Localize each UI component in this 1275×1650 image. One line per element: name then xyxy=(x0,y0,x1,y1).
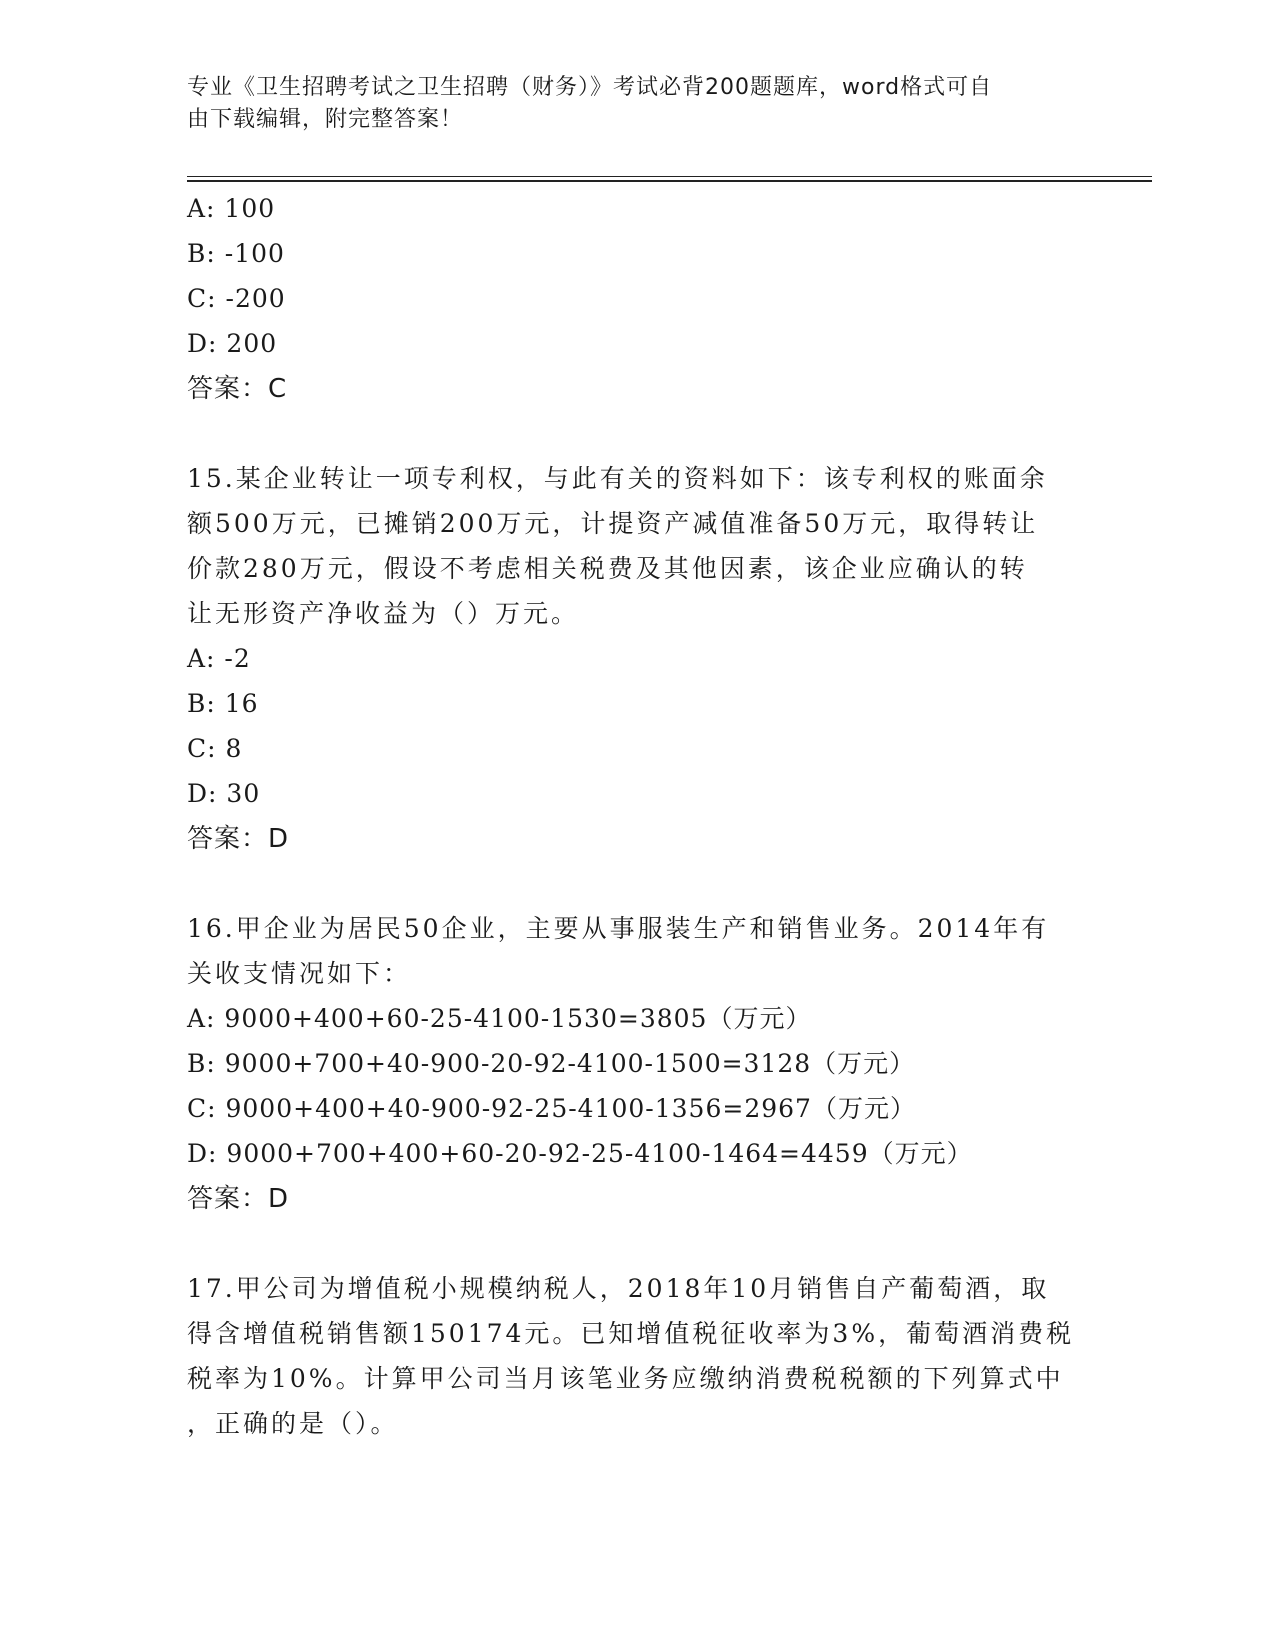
option-a: A: 100 xyxy=(187,194,276,223)
option-c: C: 8 xyxy=(187,734,243,763)
question-15-line-2: 额500万元，已摊销200万元，计提资产减值准备50万元，取得转让 xyxy=(187,509,1039,538)
header-line-1: 专业《卫生招聘考试之卫生招聘（财务）》考试必背200题题库，word格式可自 xyxy=(187,75,993,100)
option-b: B: 16 xyxy=(187,689,259,718)
question-16-line-1: 16.甲企业为居民50企业，主要从事服装生产和销售业务。2014年有 xyxy=(187,914,1050,943)
header-line-2: 由下载编辑，附完整答案！ xyxy=(187,107,464,132)
option-c: C: -200 xyxy=(187,284,286,313)
option-b: B: -100 xyxy=(187,239,285,268)
question-17-line-2: 得含增值税销售额150174元。已知增值税征收率为3%，葡萄酒消费税 xyxy=(187,1319,1075,1348)
question-15-line-4: 让无形资产净收益为（）万元。 xyxy=(187,599,580,628)
question-17-line-1: 17.甲公司为增值税小规模纳税人，2018年10月销售自产葡萄酒，取 xyxy=(187,1274,1050,1303)
option-d: D: 9000+700+400+60-20-92-25-4100-1464=4459（万元） xyxy=(187,1139,973,1168)
option-a: A: 9000+400+60-25-4100-1530=3805（万元） xyxy=(187,1004,812,1033)
answer: 答案：C xyxy=(187,374,288,404)
option-d: D: 200 xyxy=(187,329,278,358)
question-16-line-2: 关收支情况如下： xyxy=(187,959,412,988)
header-divider-top xyxy=(187,176,1152,177)
answer: 答案：D xyxy=(187,824,290,854)
option-a: A: -2 xyxy=(187,644,251,673)
option-b: B: 9000+700+40-900-20-92-4100-1500=3128（万元） xyxy=(187,1049,916,1078)
option-d: D: 30 xyxy=(187,779,261,808)
header-divider-bottom xyxy=(187,180,1152,182)
question-15-line-1: 15.某企业转让一项专利权，与此有关的资料如下：该专利权的账面余 xyxy=(187,464,1048,493)
question-17-line-3: 税率为10%。计算甲公司当月该笔业务应缴纳消费税税额的下列算式中 xyxy=(187,1364,1064,1393)
answer: 答案：D xyxy=(187,1184,290,1214)
question-17-line-4: ，正确的是（）。 xyxy=(187,1409,399,1438)
document-header xyxy=(187,72,1067,136)
option-c: C: 9000+400+40-900-92-25-4100-1356=2967（万元） xyxy=(187,1094,916,1123)
question-15-line-3: 价款280万元，假设不考虑相关税费及其他因素，该企业应确认的转 xyxy=(187,554,1028,583)
